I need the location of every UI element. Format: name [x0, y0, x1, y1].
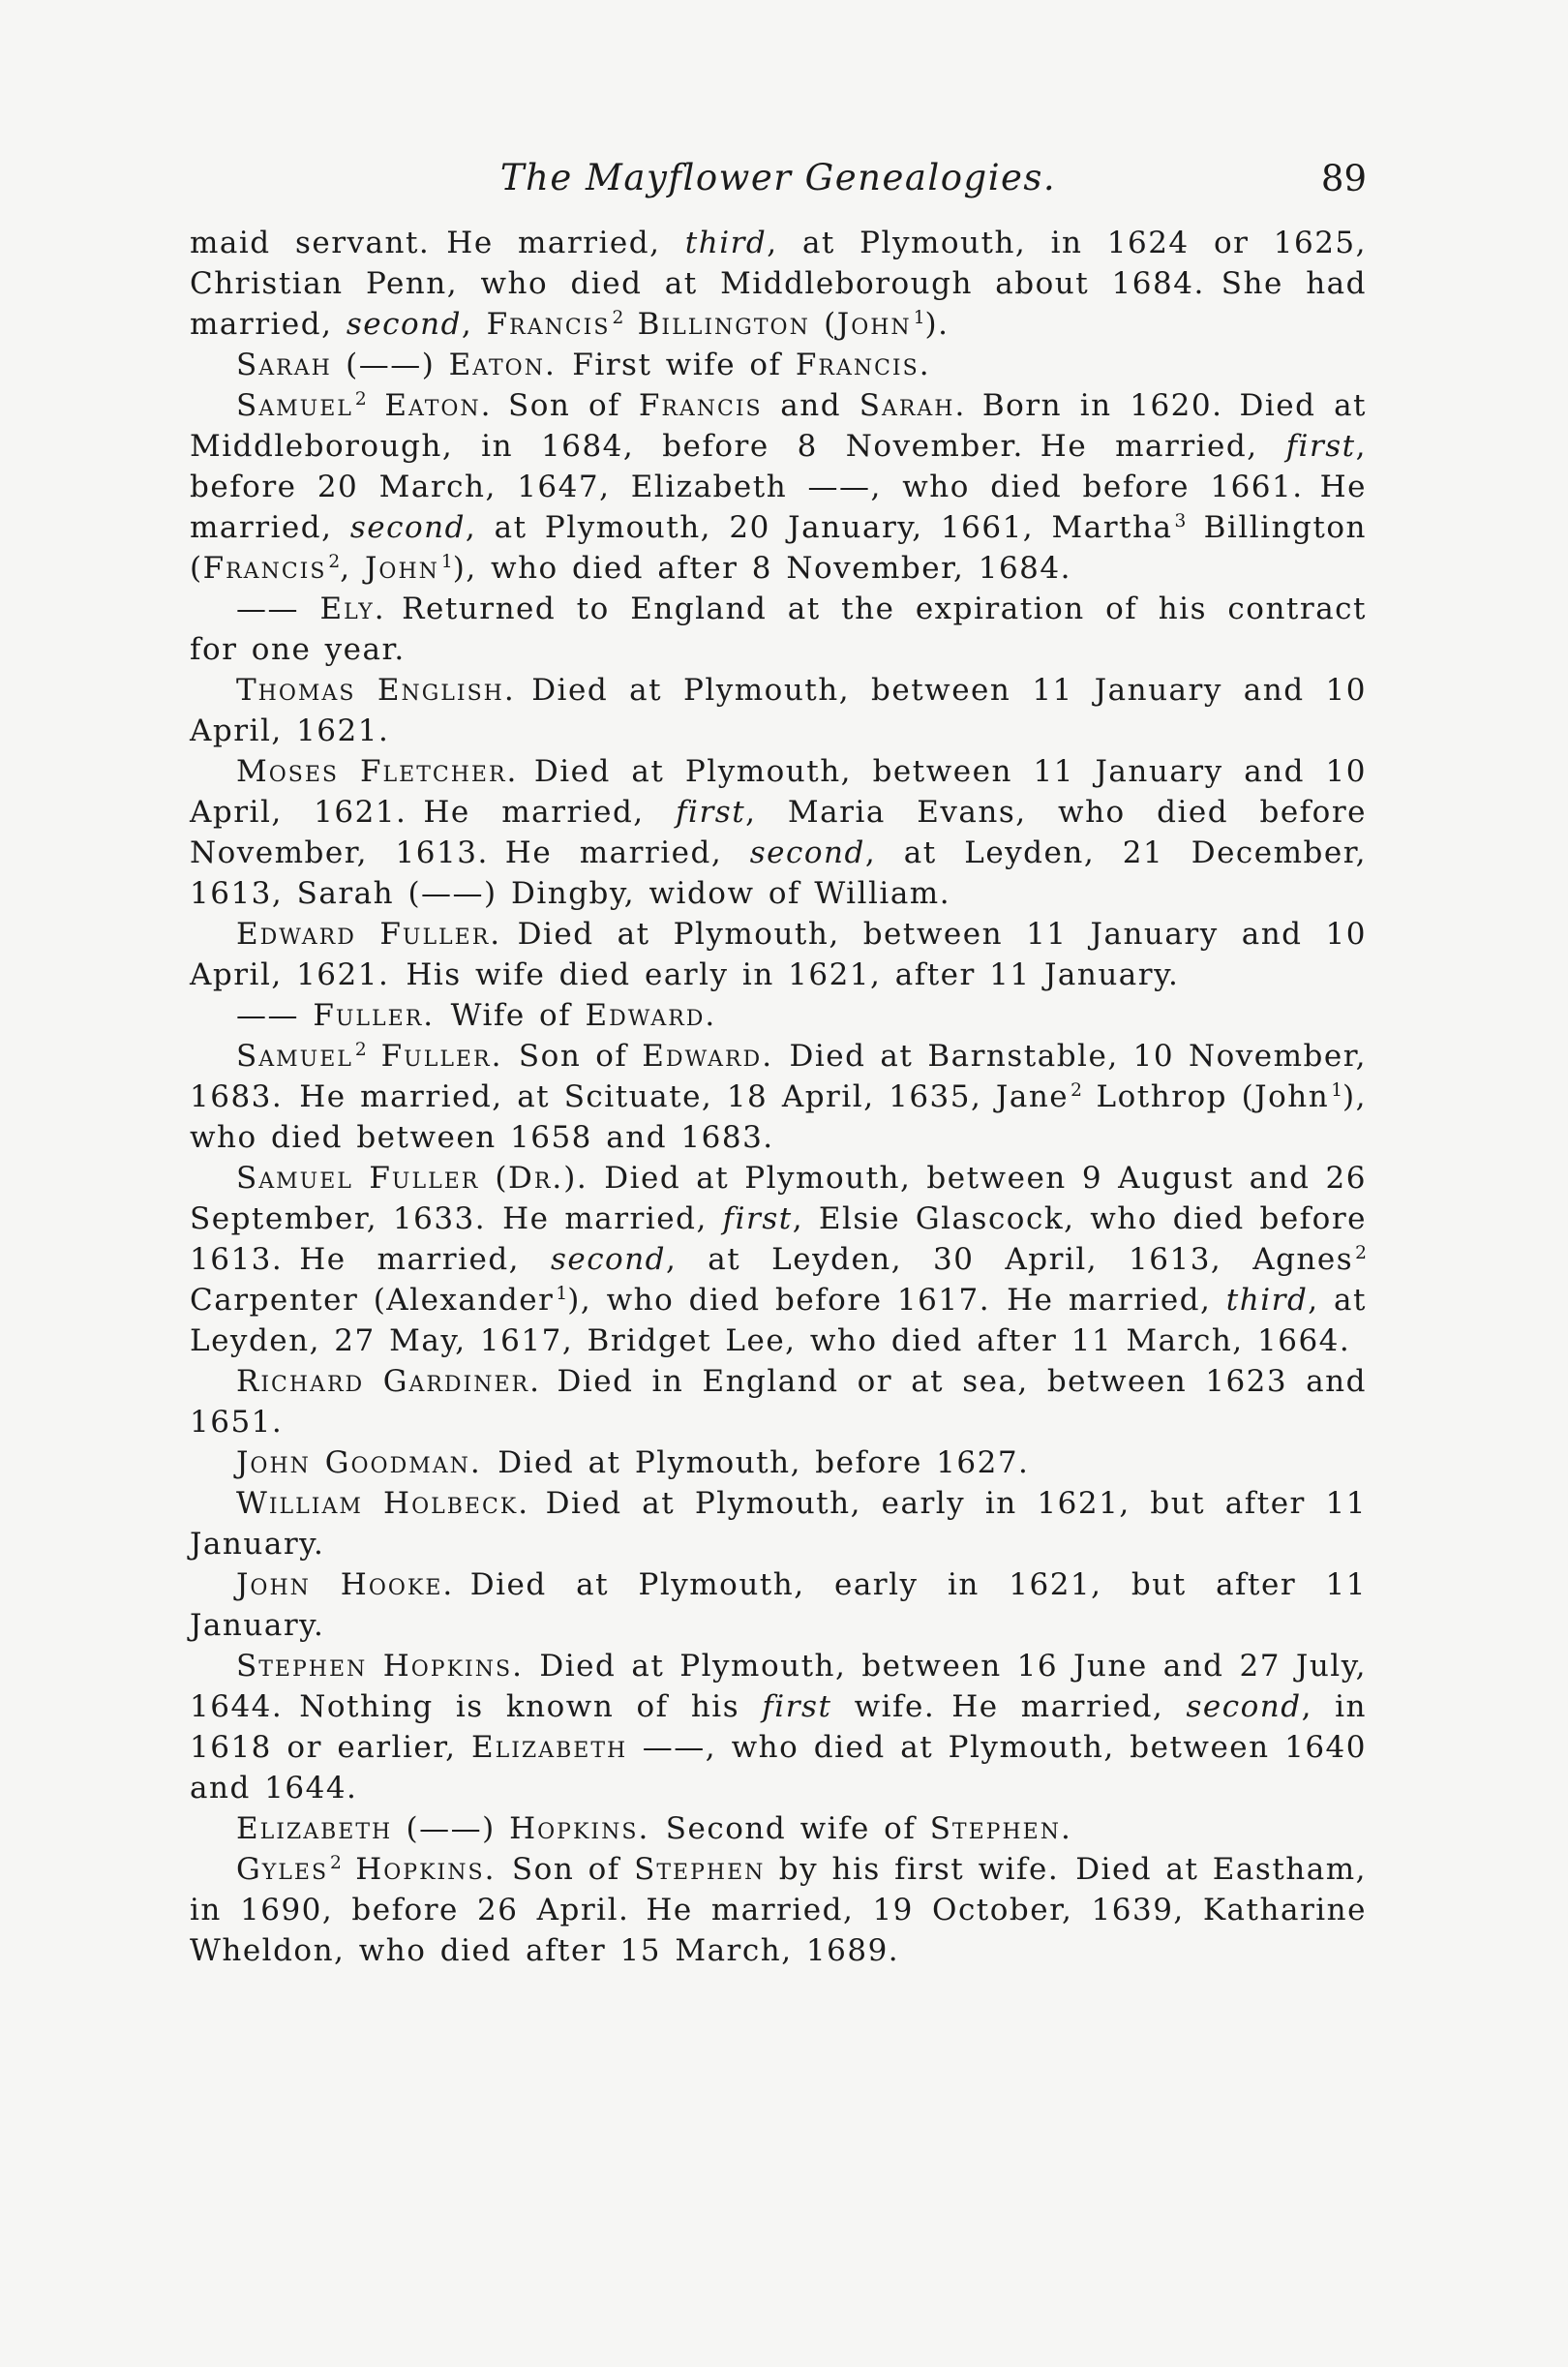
entry-paragraph [190, 1442, 1367, 1483]
generation-number: 2 [612, 307, 624, 328]
emphasis-text: third [1225, 1283, 1309, 1318]
person-name: Samuel Fuller [236, 1161, 480, 1196]
person-name: Gyles [236, 1852, 329, 1887]
text-run: . Died at Plymouth, before 1627. [469, 1445, 1030, 1480]
page-header [190, 157, 1367, 207]
generation-number: 1 [1331, 1079, 1343, 1101]
person-name: Francis [638, 388, 763, 423]
person-name: Elizabeth [471, 1730, 628, 1765]
entry-paragraph [190, 345, 1367, 385]
person-name: Stephen [929, 1811, 1061, 1846]
text-run: . Son of [484, 1852, 635, 1887]
person-name: Eaton [448, 348, 545, 382]
text-run: , [340, 551, 365, 586]
text-run: ), who died after 8 November, 1684. [452, 551, 1071, 586]
entry-paragraph [190, 385, 1367, 589]
person-name: Billington [637, 307, 810, 342]
text-run: . Born in 1620. Died at Middleborough, in 1684, before 8 November. He married, [190, 388, 1368, 464]
text-run: . Died at Plymouth, early in 1621, but after 11 January. [190, 1567, 1368, 1643]
text-run: . Died at Plymouth, early in 1621, but after 11 January. [190, 1486, 1367, 1562]
emphasis-text: first [722, 1201, 793, 1236]
text-run: (——) [331, 348, 449, 382]
text-run: . Died at Plymouth, between 11 January and 10 April, 1621. [190, 673, 1367, 748]
person-name: Edward Fuller [236, 917, 491, 952]
text-run: . Died at Plymouth, between 11 January and 10 April, 1621. He married, [190, 754, 1367, 830]
entry-paragraph [190, 1646, 1367, 1808]
person-name: Edward [585, 998, 706, 1033]
entry-paragraph [190, 1158, 1367, 1361]
text-run: ( [479, 1161, 508, 1196]
entry-paragraph [190, 223, 1367, 345]
emphasis-text: first [762, 1689, 832, 1724]
text-run: , Elsie Glascock, who died before 1613. He married, [190, 1201, 1367, 1277]
text-run: , at Leyden, 30 April, 1613, Agnes [666, 1242, 1354, 1277]
text-run: . Died at Plymouth, between 11 January and 10 April, 1621. His wife died early in 1621, after 11 January. [190, 917, 1367, 992]
generation-number: 2 [328, 551, 341, 572]
entry-paragraph [190, 751, 1367, 914]
text-run: . Wife of [423, 998, 586, 1033]
text-run: . Son of [480, 388, 639, 423]
text-run [367, 1039, 381, 1074]
emphasis-text: second [749, 835, 865, 870]
text-run: , at Leyden, 21 December, 1613, Sarah (——) Dingby, widow of William. [190, 835, 1367, 911]
entry-paragraph [190, 1036, 1367, 1158]
entry-paragraph [190, 995, 1367, 1036]
text-run: ). Died at Plymouth, between 9 August and 26 September, 1633. He married, [190, 1161, 1368, 1236]
emphasis-text: second [550, 1242, 667, 1277]
person-name: Hopkins [509, 1811, 639, 1846]
text-run: . Returned to England at the expiration of his contract for one year. [190, 592, 1367, 667]
text-run: by his first wife. Died at Eastham, in 1690, before 26 April. He married, 19 October, 1639, Katharine Wheldon, who died after 15 March, 1689. [190, 1852, 1367, 1968]
person-name: Sarah [859, 388, 955, 423]
generation-number: 2 [354, 388, 367, 410]
person-name: Francis [795, 348, 920, 382]
text-run: —— [236, 998, 314, 1033]
person-name: Richard Gardiner [236, 1364, 530, 1399]
person-name: Samuel [236, 1039, 353, 1074]
person-name: Stephen [634, 1852, 766, 1887]
generation-number: 2 [1070, 1079, 1082, 1101]
text-run: . First wife of [544, 348, 796, 382]
person-name: Stephen Hopkins [236, 1649, 513, 1684]
text-run: . Died at Barnstable, 10 November, 1683. He married, at Scituate, 18 April, 1635, Jane [190, 1039, 1367, 1114]
text-run: , at Plymouth, 20 January, 1661, Martha [465, 510, 1173, 545]
entry-paragraph [190, 1849, 1367, 1971]
person-name: Hopkins [355, 1852, 485, 1887]
text-run: . [919, 348, 931, 382]
generation-number: 1 [913, 307, 925, 328]
person-name: Fuller [380, 1039, 492, 1074]
entry-paragraph [190, 589, 1367, 670]
text-run: ), who died between 1658 and 1683. [190, 1079, 1367, 1155]
text-run [342, 1852, 355, 1887]
text-run: . Second wife of [638, 1811, 930, 1846]
person-name: Edward [642, 1039, 763, 1074]
text-run: . [705, 998, 716, 1033]
entry-paragraph [190, 1808, 1367, 1849]
text-run: . [1060, 1811, 1072, 1846]
text-run: ——, who died at Plymouth, between 1640 and 1644. [190, 1730, 1367, 1806]
text-run [623, 307, 637, 342]
person-name: Thomas English [236, 673, 504, 708]
running-title: The Mayflower Genealogies. [499, 157, 1057, 198]
emphasis-text: second [349, 510, 466, 545]
emphasis-text: first [676, 795, 746, 830]
page-body [190, 223, 1367, 1971]
text-run: Lothrop (John [1081, 1079, 1330, 1114]
text-run: . Died at Plymouth, between 16 June and 27 July, 1644. Nothing is known of his [190, 1649, 1367, 1724]
generation-number: 3 [1174, 510, 1187, 531]
text-run: Carpenter (Alexander [190, 1283, 555, 1318]
generation-number: 1 [440, 551, 453, 572]
person-name: Moses Fletcher [236, 754, 507, 789]
person-name: Francis [202, 551, 327, 586]
text-run: ). [924, 307, 950, 342]
text-run: ( [809, 307, 837, 342]
person-name: Samuel [236, 388, 353, 423]
person-name: Ely [319, 592, 375, 626]
text-run: (——) [392, 1811, 510, 1846]
person-name: Francis [486, 307, 611, 342]
text-run: Billington ( [190, 510, 1367, 586]
emphasis-text: first [1285, 429, 1356, 464]
entry-paragraph [190, 1564, 1367, 1646]
text-run: wife. He married, [831, 1689, 1187, 1724]
text-run: . Died in England or at sea, between 1623 and 1651. [190, 1364, 1367, 1440]
entry-paragraph [190, 1361, 1367, 1442]
text-run: , Maria Evans, who died before November, 1613. He married, [190, 795, 1367, 870]
text-run: , at Plymouth, in 1624 or 1625, Christian Penn, who died at Middleborough about 1684. She had married, [190, 226, 1367, 342]
text-run: ), who died before 1617. He married, [567, 1283, 1226, 1318]
text-run: , [461, 307, 487, 342]
generation-number: 1 [556, 1283, 568, 1304]
person-name: Eaton [384, 388, 481, 423]
entry-paragraph [190, 670, 1367, 751]
person-name: John Hooke [236, 1567, 443, 1602]
generation-number: 2 [1355, 1242, 1367, 1263]
person-name: Fuller [313, 998, 424, 1033]
entry-paragraph [190, 914, 1367, 995]
emphasis-text: third [684, 226, 768, 260]
text-run: , at Leyden, 27 May, 1617, Bridget Lee, who died after 11 March, 1664. [190, 1283, 1367, 1358]
person-name: John [836, 307, 912, 342]
text-run [367, 388, 385, 423]
person-name: William Holbeck [236, 1486, 519, 1521]
person-name: Sarah [236, 348, 332, 382]
person-name: John Goodman [236, 1445, 470, 1480]
text-run: , in 1618 or earlier, [190, 1689, 1367, 1765]
text-run: —— [236, 592, 320, 626]
emphasis-text: second [346, 307, 462, 342]
text-run: maid servant. He married, [190, 226, 685, 260]
text-run: . Son of [491, 1039, 643, 1074]
text-run: , before 20 March, 1647, Elizabeth ——, who died before 1661. He married, [190, 429, 1367, 545]
entry-paragraph [190, 1483, 1367, 1564]
person-name: Dr. [508, 1161, 564, 1196]
person-name: John [364, 551, 439, 586]
person-name: Elizabeth [236, 1811, 393, 1846]
page-number: 89 [1320, 158, 1367, 199]
generation-number: 2 [354, 1039, 367, 1060]
text-run: and [762, 388, 859, 423]
emphasis-text: second [1186, 1689, 1302, 1724]
generation-number: 2 [330, 1852, 342, 1873]
